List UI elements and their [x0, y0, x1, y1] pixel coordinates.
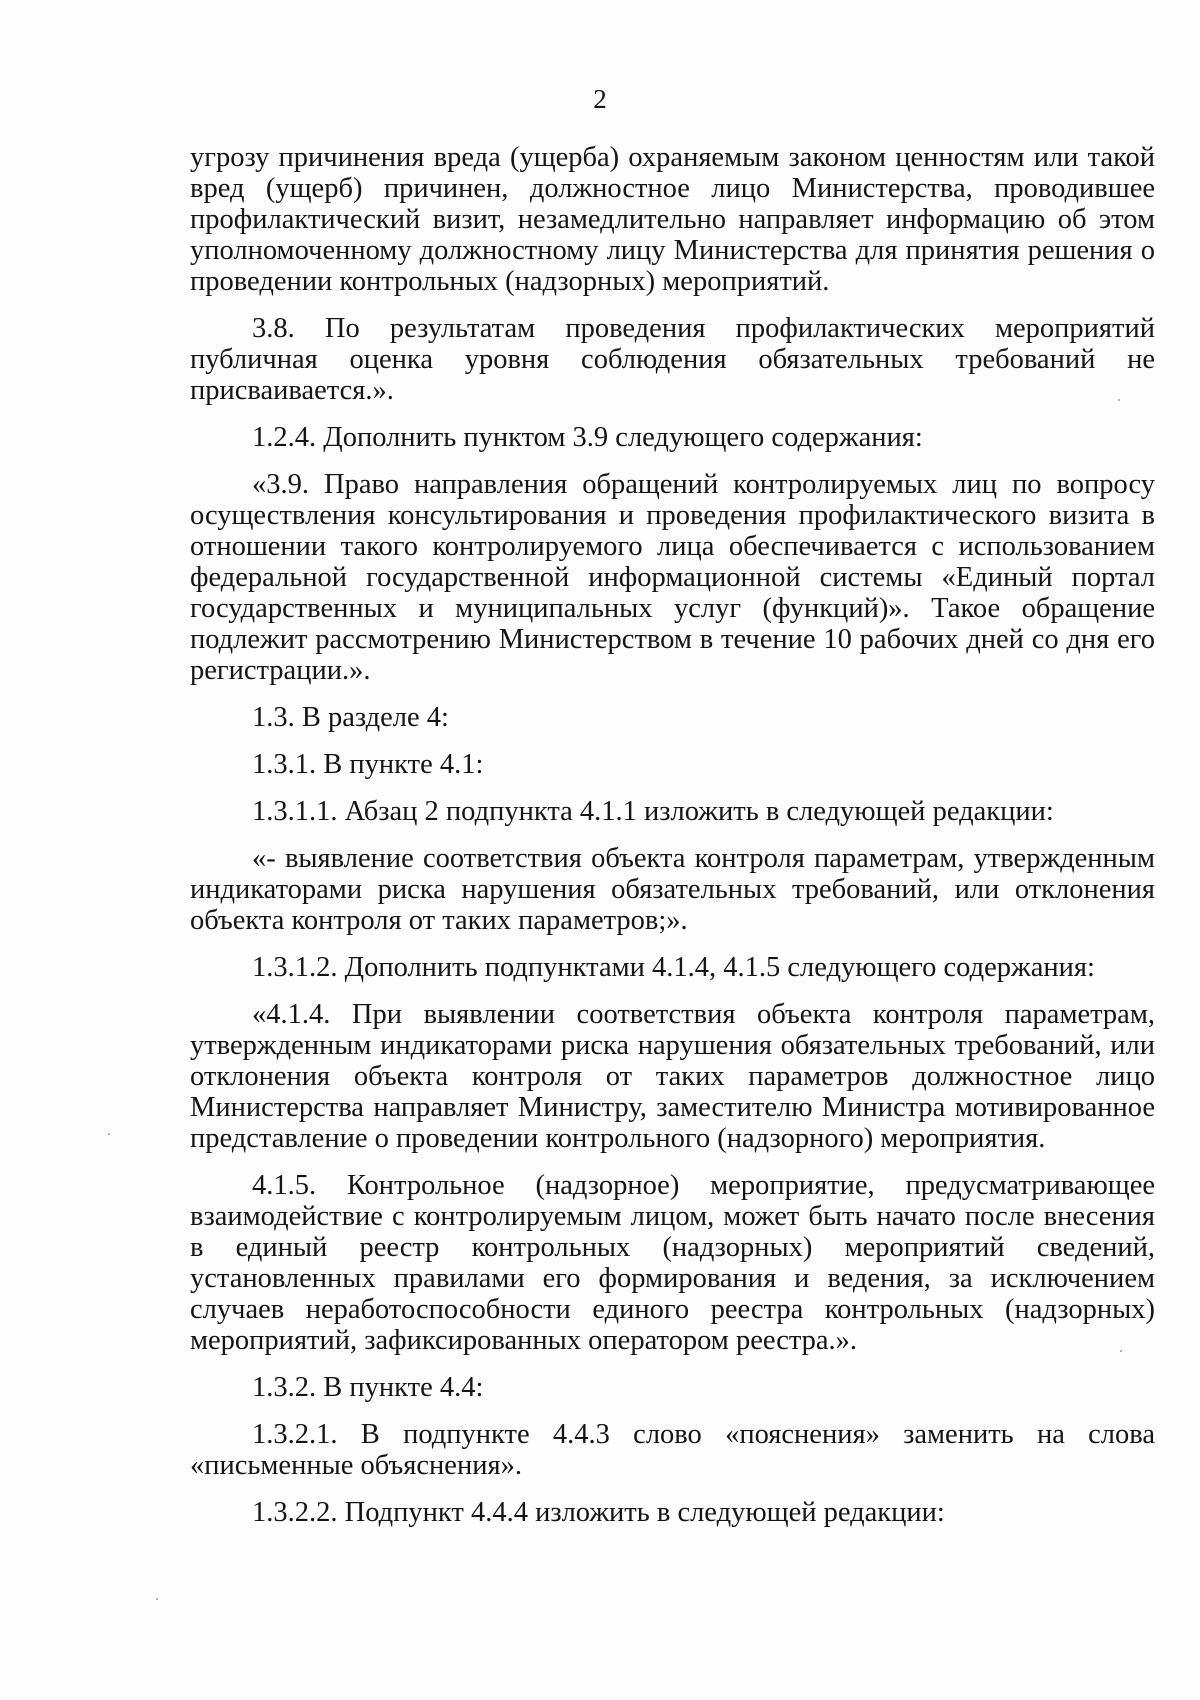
- paragraph-4-1-4: «4.1.4. При выявлении соответствия объекта контроля параметрам, утвержденным индикаторами риска нарушения обязательных требований, или отклонения объекта контроля от таких параметров должностное лицо Министерства направляет Министру, заместителю Министра мотивированное представление о проведении контрольного (надзорного) мероприятия.: [190, 999, 1155, 1154]
- paragraph-3-8: 3.8. По результатам проведения профилактических мероприятий публичная оценка уровня соблюдения обязательных требований не присваивается.».: [190, 313, 1155, 406]
- scan-speck: [108, 1133, 110, 1135]
- scan-speck: [1120, 1350, 1122, 1352]
- paragraph-4-1-5: 4.1.5. Контрольное (надзорное) мероприятие, предусматривающее взаимодействие с контролируемым лицом, может быть начато после внесения в единый реестр контрольных (надзорных) мероприятий сведений, установленных правилами его формирования и ведения, за исключением случаев неработоспособности единого реестра контрольных (надзорных) мероприятий, зафиксированных оператором реестра.».: [190, 1170, 1155, 1356]
- page-number: 2: [593, 84, 607, 114]
- paragraph-1-2-4: 1.2.4. Дополнить пунктом 3.9 следующего содержания:: [252, 422, 923, 453]
- paragraph-1-3-1-1: 1.3.1.1. Абзац 2 подпункта 4.1.1 изложить в следующей редакции:: [252, 796, 1054, 827]
- paragraph-continuation: угрозу причинения вреда (ущерба) охраняемым законом ценностям или такой вред (ущерб) причинен, должностное лицо Министерства, проводившее профилактический визит, незамедлительно направляет информацию об этом уполномоченному должностному лицу Министерства для принятия решения о проведении контрольных (надзорных) мероприятий.: [190, 142, 1155, 297]
- paragraph-3-9: «3.9. Право направления обращений контролируемых лиц по вопросу осуществления консультирования и проведения профилактического визита в отношении такого контролируемого лица обеспечивается с использованием федеральной государственной информационной системы «Единый портал государственных и муниципальных услуг (функций)». Такое обращение подлежит рассмотрению Министерством в течение 10 рабочих дней со дня его регистрации.».: [190, 469, 1155, 686]
- paragraph-1-3-1: 1.3.1. В пункте 4.1:: [252, 749, 484, 780]
- scan-speck: [156, 1598, 158, 1600]
- document-body: [190, 142, 1155, 1544]
- paragraph-1-3: 1.3. В разделе 4:: [252, 702, 449, 733]
- paragraph-1-3-2-1: 1.3.2.1. В подпункте 4.4.3 слово «пояснения» заменить на слова «письменные объяснения».: [190, 1419, 1155, 1481]
- paragraph-1-3-1-2: 1.3.1.2. Дополнить подпунктами 4.1.4, 4.1.5 следующего содержания:: [252, 952, 1095, 983]
- scan-speck: [1118, 399, 1120, 401]
- paragraph-1-3-2-2: 1.3.2.2. Подпункт 4.4.4 изложить в следующей редакции:: [252, 1497, 945, 1528]
- paragraph-quote-4-1-1: «- выявление соответствия объекта контроля параметрам, утвержденным индикаторами риска нарушения обязательных требований, или отклонения объекта контроля от таких параметров;».: [190, 843, 1155, 936]
- paragraph-1-3-2: 1.3.2. В пункте 4.4:: [252, 1372, 484, 1403]
